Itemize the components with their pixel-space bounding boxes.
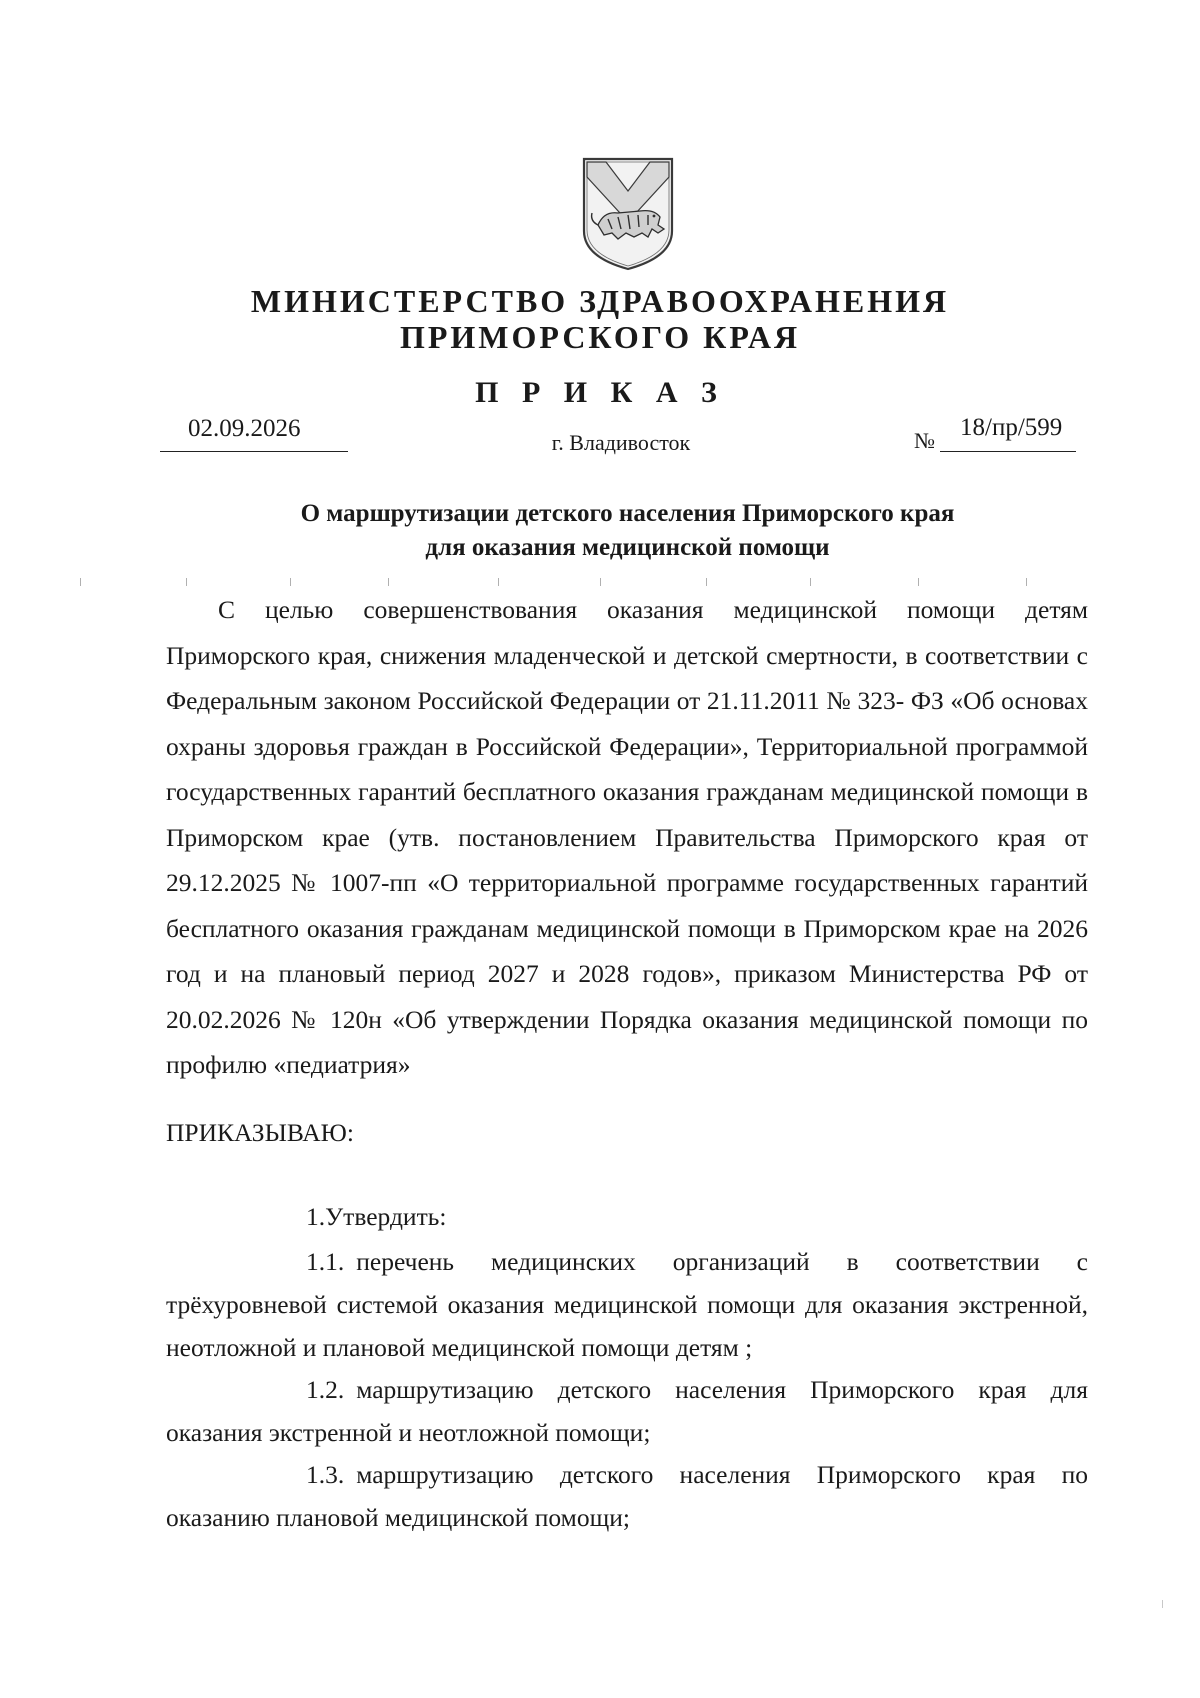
scan-mark bbox=[290, 578, 291, 586]
scan-mark bbox=[810, 578, 811, 586]
number-sign: № bbox=[914, 428, 935, 453]
order-item-number: 1.1. bbox=[306, 1247, 345, 1276]
order-item-number: 1.2. bbox=[306, 1375, 345, 1404]
document-type-title: П Р И К А З bbox=[475, 376, 725, 409]
ministry-name-line1: МИНИСТЕРСТВО ЗДРАВООХРАНЕНИЯ bbox=[250, 283, 950, 319]
date-underline bbox=[160, 451, 348, 452]
scan-mark bbox=[80, 578, 81, 586]
intro-paragraph: С целью совершенствования оказания медицинской помощи детям Приморского края, снижения младенческой и детской смертности, в соответствии с Федеральным законом Российской Федерации от 21.11.2011 № 323- ФЗ «Об основах охраны здоровья граждан в Российской Федерации», Территориальной программой государственных гарантий бесплатного оказания гражданам медицинской помощи в Приморском крае (утв. постановлением Правительства Приморского края от 29.12.2025 № 1007-пп «О территориальной программе государственных гарантий бесплатного оказания гражданам медицинской помощи в Приморском крае на 2026 год и на плановый период 2027 и 2028 годов», приказом Министерства РФ от 20.02.2026 № 120н «Об утверждении Порядка оказания медицинской помощи по профилю «педиатрия» bbox=[166, 595, 1088, 1079]
scan-mark bbox=[388, 578, 389, 586]
number-underline bbox=[940, 451, 1076, 452]
scan-mark bbox=[186, 578, 187, 586]
ministry-name-line2: ПРИМОРСКОГО КРАЯ bbox=[399, 319, 801, 355]
order-item-1-2 bbox=[166, 1368, 1088, 1454]
order-item-text: Утвердить: bbox=[325, 1202, 447, 1231]
order-directive: ПРИКАЗЫВАЮ: bbox=[166, 1118, 354, 1147]
order-item-number: 1.3. bbox=[306, 1460, 345, 1489]
order-number: 18/пр/599 bbox=[960, 414, 1063, 441]
scan-mark bbox=[600, 578, 601, 586]
order-item-number: 1. bbox=[306, 1202, 326, 1231]
order-subject-line2: для оказания медицинской помощи bbox=[425, 534, 830, 561]
scan-mark bbox=[918, 578, 919, 586]
order-item-1-1 bbox=[166, 1240, 1088, 1369]
order-subject-line1: О маршрутизации детского населения Приморского края bbox=[300, 500, 955, 527]
scan-mark bbox=[706, 578, 707, 586]
scan-mark bbox=[1162, 1600, 1163, 1608]
scan-mark bbox=[498, 578, 499, 586]
order-item-1 bbox=[166, 1195, 1088, 1238]
coat-of-arms-tiger-icon bbox=[578, 153, 678, 273]
order-item-text: маршрутизацию детского населения Приморского края для оказания экстренной и неотложной помощи; bbox=[166, 1375, 1088, 1447]
order-date: 02.09.2026 bbox=[188, 415, 301, 442]
order-item-text: перечень медицинских организаций в соответствии с трёхуровневой системой оказания медицинской помощи для оказания экстренной, неотложной и плановой медицинской помощи детям ; bbox=[166, 1247, 1088, 1362]
order-city: г. Владивосток bbox=[551, 430, 691, 455]
order-item-text: маршрутизацию детского населения Приморского края по оказанию плановой медицинской помощи; bbox=[166, 1460, 1088, 1532]
scan-mark bbox=[1026, 578, 1027, 586]
order-item-1-3 bbox=[166, 1453, 1088, 1539]
